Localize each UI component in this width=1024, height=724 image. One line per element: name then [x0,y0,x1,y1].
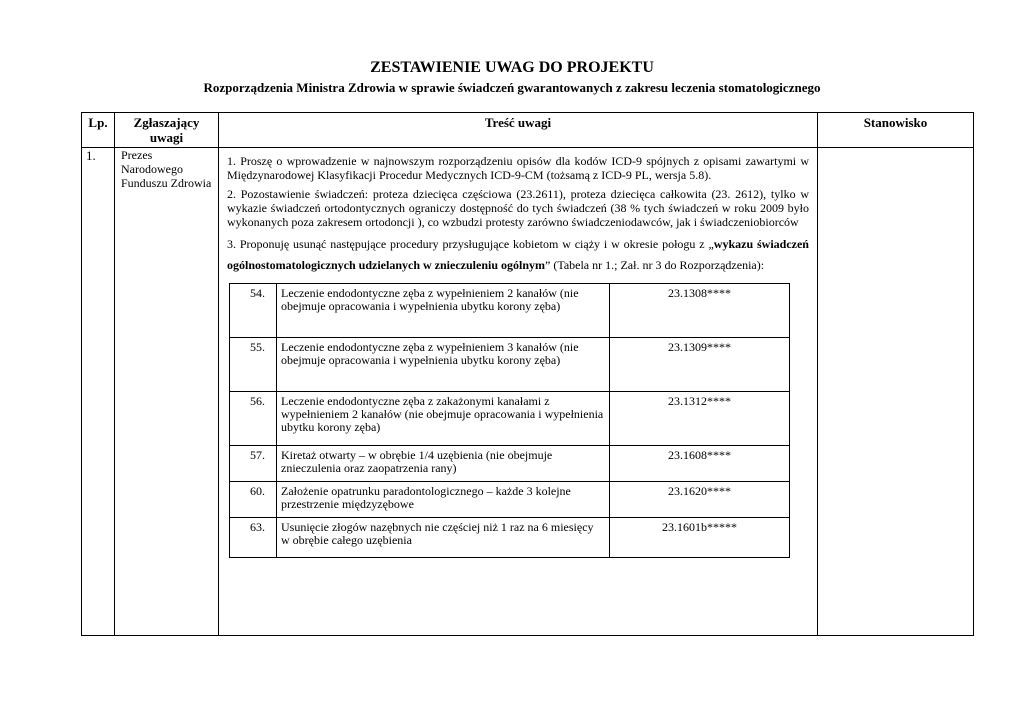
procedure-name: Usunięcie złogów nazębnych nie częściej niż 1 raz na 6 miesięcy w obrębie całego uzębienia [277,518,610,558]
comments-table [81,112,974,636]
row-submitter: Prezes Narodowego Funduszu Zdrowia [115,148,219,636]
procedure-code: 23.1608**** [610,446,790,482]
procedure-name: Leczenie endodontyczne zęba z zakażonymi kanałami z wypełnieniem 2 kanałów (nie obejmuje opracowania i wypełnienia ubytku korony zęba) [277,392,610,446]
header-row [82,113,974,148]
procedure-code: 23.1312**** [610,392,790,446]
comment-paragraph-3-end: ” (Tabela nr 1.; Zał. nr 3 do Rozporządzenia): [545,258,765,272]
procedure-name: Leczenie endodontyczne zęba z wypełnieniem 2 kanałów (nie obejmuje opracowania i wypełnienia ubytku korony zęba) [277,284,610,338]
header-lp: Lp. [82,113,115,148]
procedure-code: 23.1620**** [610,482,790,518]
procedure-code: 23.1309**** [610,338,790,392]
comment-paragraph-3-start: 3. Proponuję usunąć następujące procedury przysługujące kobietom w ciąży i w okresie połogu z „ [227,237,714,251]
document-title: ZESTAWIENIE UWAG DO PROJEKTU [370,59,654,76]
table-row [82,148,974,636]
row-content [219,148,818,636]
procedure-row [230,446,790,482]
comment-paragraph-3 [227,234,809,276]
procedure-row [230,392,790,446]
procedure-number: 63. [230,518,277,558]
row-position [818,148,974,636]
header-submitter: Zgłaszający uwagi [115,113,219,148]
procedure-row [230,518,790,558]
procedure-name: Leczenie endodontyczne zęba z wypełnieniem 3 kanałów (nie obejmuje opracowania i wypełnienia ubytku korony zęba) [277,338,610,392]
procedure-name: Kiretaż otwarty – w obrębie 1/4 uzębienia (nie obejmuje znieczulenia oraz zaopatrzenia rany) [277,446,610,482]
procedure-code: 23.1308**** [610,284,790,338]
document-subtitle: Rozporządzenia Ministra Zdrowia w sprawie świadczeń gwarantowanych z zakresu leczenia stomatologicznego [203,80,821,95]
comment-paragraph-3-bold: wykazu świadczeń ogólnostomatologicznych udzielanych w znieczuleniu ogólnym [227,237,809,272]
procedure-row [230,482,790,518]
comment-paragraph-2: 2. Pozostawienie świadczeń: proteza dziecięca częściowa (23.2611), proteza dziecięca całkowita (23. 2612), tylko w wykazie świadczeń ortodontycznych ograniczy dostępność do tych świadczeń (38 % tych świadczeń w roku 2009 było wykonanych poza zakresem ortodoncji ), co wzbudzi protesty zarówno świadczeniodawców, jak i świadczeniobiorców [227,187,809,229]
procedure-code: 23.1601b***** [610,518,790,558]
procedure-number: 60. [230,482,277,518]
procedure-row [230,284,790,338]
comment-paragraph-1: 1. Proszę o wprowadzenie w najnowszym rozporządzeniu opisów dla kodów ICD-9 spójnych z opisami zawartymi w Międzynarodowej Klasyfikacji Procedur Medycznych ICD-9-CM (tożsamą z ICD-9 PL, wersja 5.8). [227,154,809,182]
row-lp: 1. [82,148,115,636]
header-content: Treść uwagi [219,113,818,148]
procedures-table [229,283,790,558]
procedure-row [230,338,790,392]
procedure-name: Założenie opatrunku paradontologicznego – każde 3 kolejne przestrzenie międzyzębowe [277,482,610,518]
procedure-number: 57. [230,446,277,482]
procedure-number: 54. [230,284,277,338]
procedure-number: 56. [230,392,277,446]
procedure-number: 55. [230,338,277,392]
header-position: Stanowisko [818,113,974,148]
